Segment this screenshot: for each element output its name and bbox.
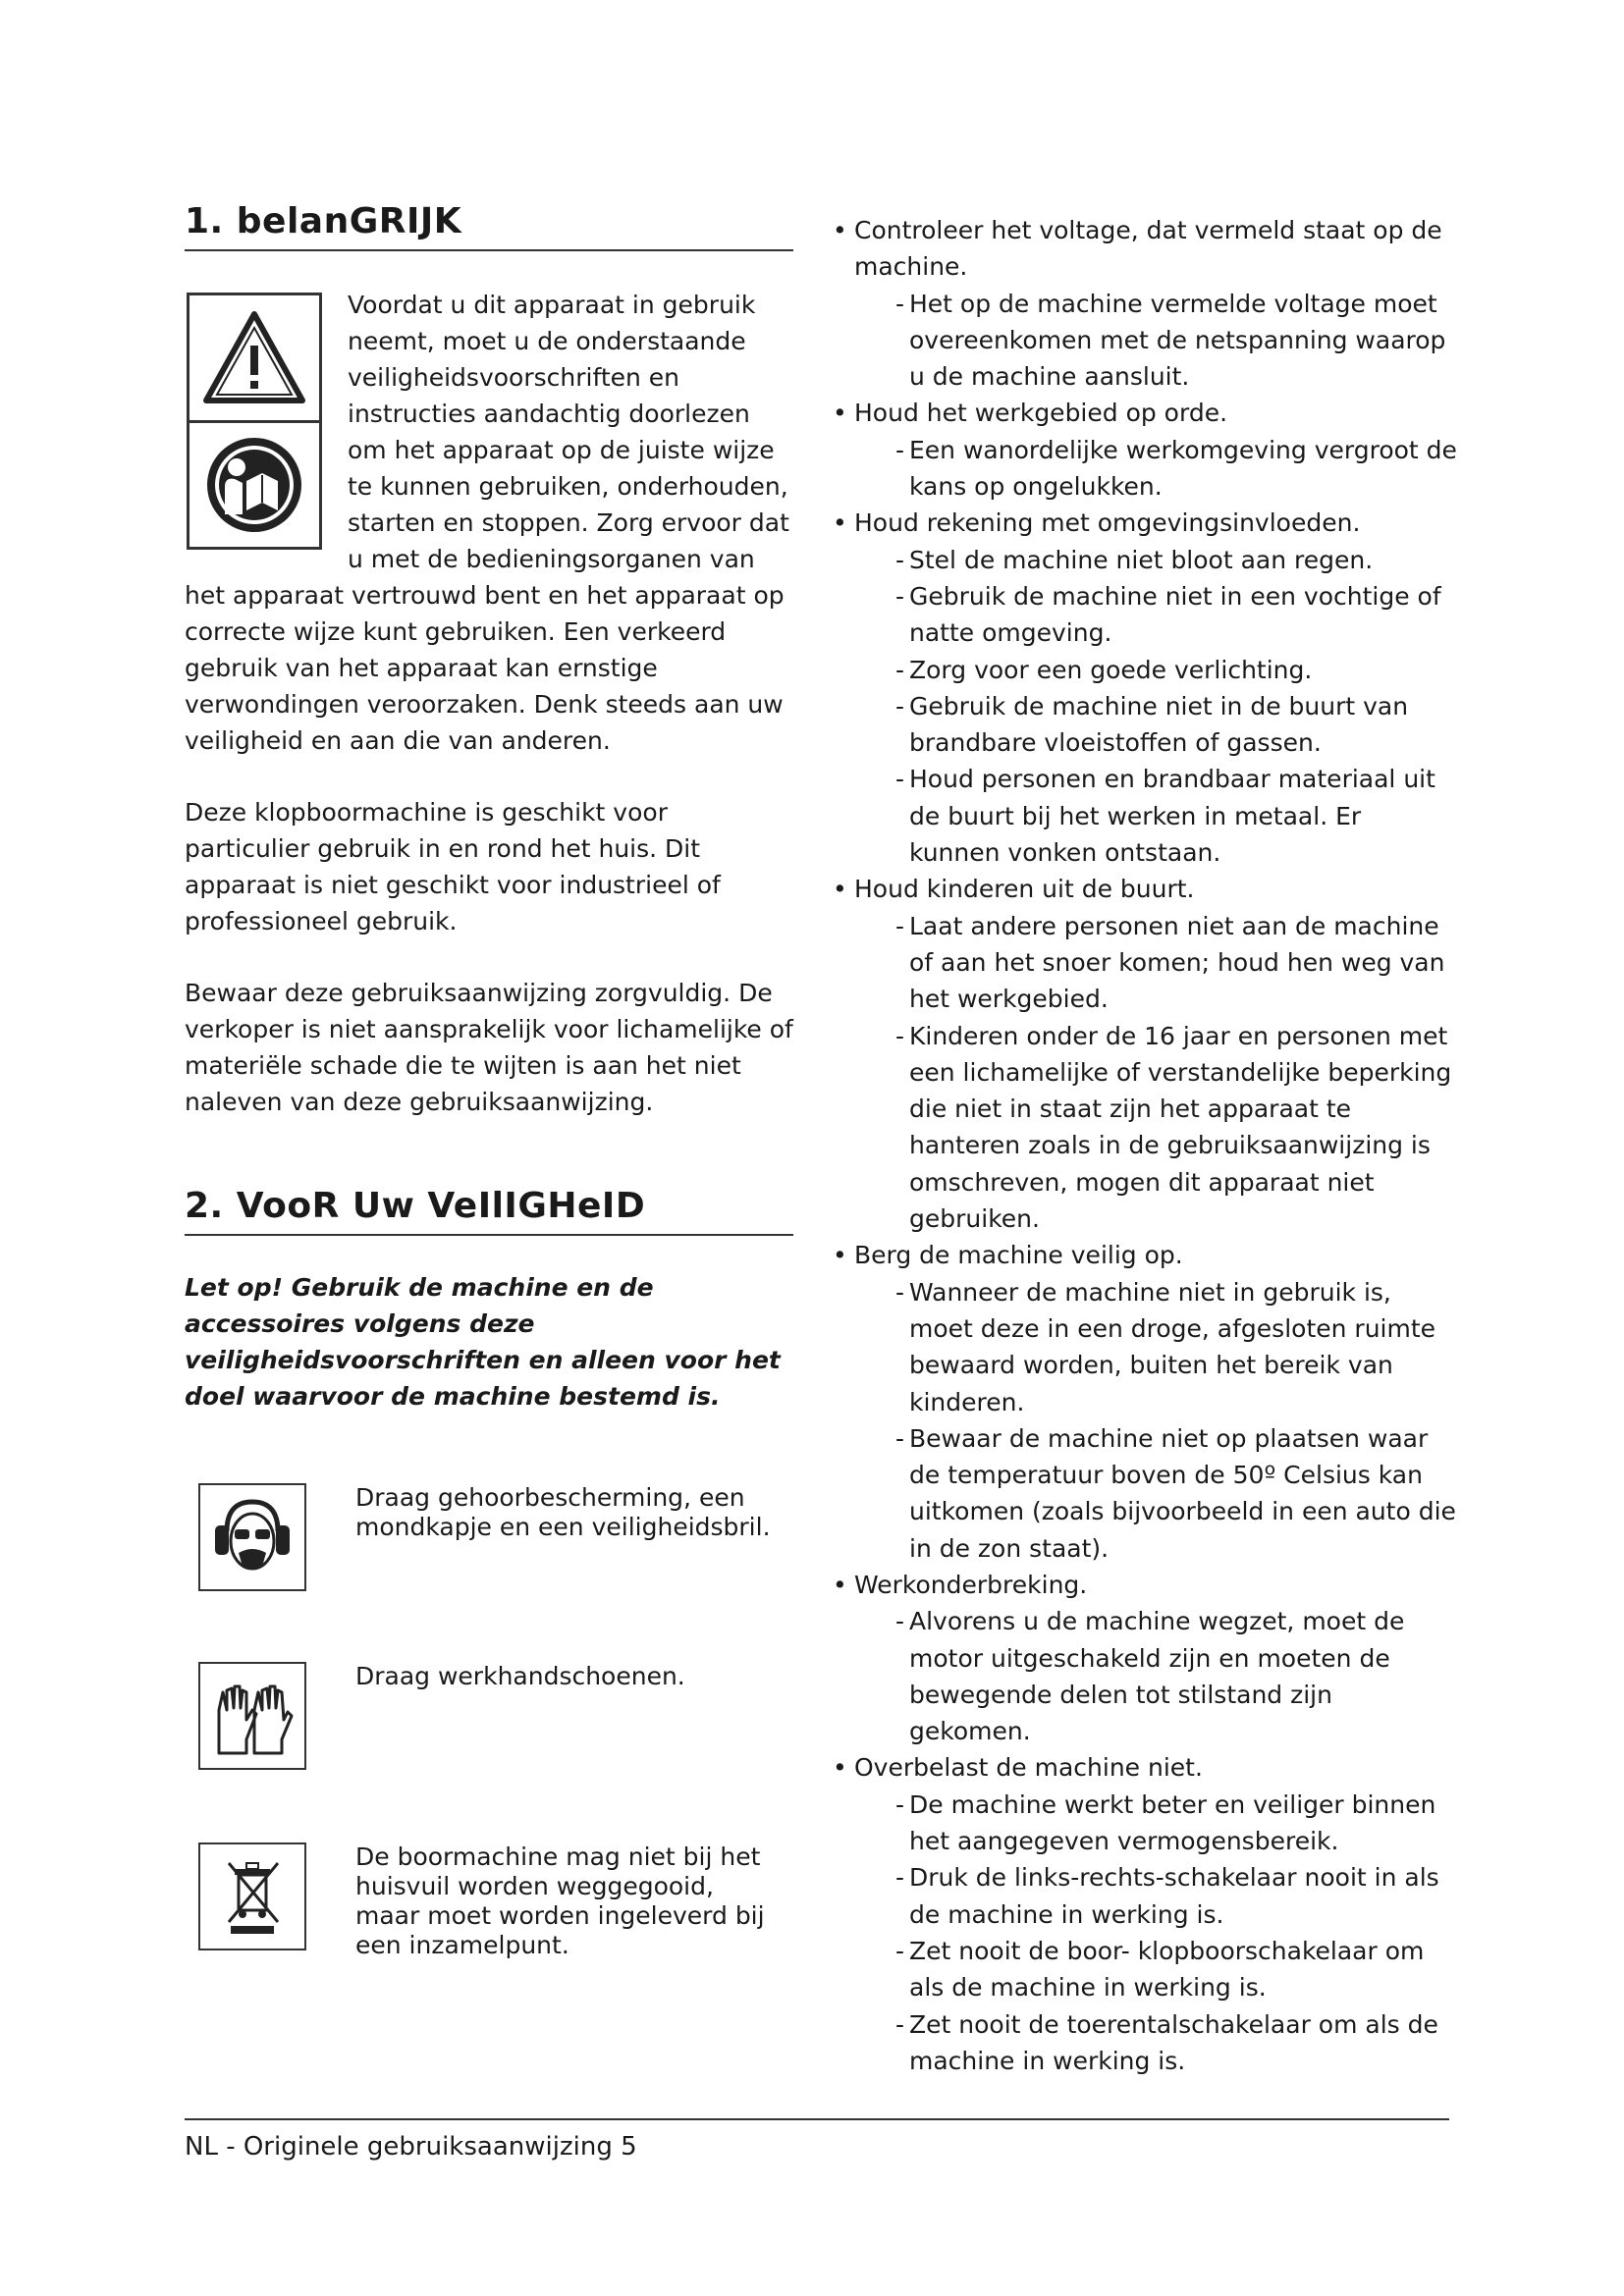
list-subitem: - Gebruik de machine niet in een vochtige of natte omgeving. xyxy=(895,578,1457,652)
page-footer: NL - Originele gebruiksaanwijzing 5 xyxy=(185,2132,637,2162)
usage-paragraph: Deze klopboormachine is geschikt voor particulier gebruik in en rond het huis. Dit apparaat is niet geschikt voor industrieel of professioneel gebruik. xyxy=(185,798,721,935)
read-manual-icon xyxy=(189,420,319,548)
liability-paragraph: Bewaar deze gebruiksaanwijzing zorgvuldig. De verkoper is niet aansprakelijk voor lichamelijke of materiële schade die te wijten is aan het niet naleven van deze gebruiksaanwijzing. xyxy=(185,979,793,1116)
intro-text: Voordat u dit apparaat in gebruik neemt, moet u de onderstaande veiligheidsvoorschriften en instructies aandachtig doorlezen om het apparaat op de juiste wijze te kunnen gebruiken, onderhouden, starten en stoppen. Zorg ervoor dat u met de bedieningsorganen van het apparaat vertrouwd bent en het apparaat op correcte wijze kunt gebruiken. Een verkeerd gebruik van het apparaat kan ernstige verwondingen veroorzaken. Denk steeds aan uw veiligheid en aan die van anderen. xyxy=(185,291,789,755)
list-subitem: - Zet nooit de toerentalschakelaar om als de machine in werking is. xyxy=(895,2006,1457,2080)
gloves-row xyxy=(185,1662,793,1770)
list-item: • Houd kinderen uit de buurt. - Laat andere personen niet aan de machine of aan het snoer komen; houd hen weg van het werkgebied. - Kinderen onder de 16 jaar en personen met een lichamelijke of verstandelijke beperking die niet in staat zijn het apparaat te hanteren zoals in de gebruiksaanwijzing is omschreven, mogen dit apparaat niet gebruiken. xyxy=(833,871,1457,1237)
notice-text: Let op! Gebruik de machine en de accessoires volgens deze veiligheidsvoorschriften en alleen voor het doel waarvoor de machine bestemd is. xyxy=(185,1273,781,1411)
ear-eye-mask-protection-icon xyxy=(198,1483,306,1591)
section2 xyxy=(185,1185,793,1960)
gloves-text: Draag werkhandschoenen. xyxy=(355,1662,685,1690)
list-subitem: - Kinderen onder de 16 jaar en personen met een lichamelijke of verstandelijke beperking die niet in staat zijn het apparaat te hanteren zoals in de gebruiksaanwijzing is omschreven, mogen dit apparaat niet gebruiken. xyxy=(895,1018,1457,1238)
list-subitem: - Een wanordelijke werkomgeving vergroot de kans op ongelukken. xyxy=(895,432,1457,506)
section2-heading: 2. VooR Uw VeIlIGHeID xyxy=(185,1185,793,1236)
protection-row xyxy=(185,1483,793,1591)
right-column xyxy=(833,212,1457,2079)
intro-block xyxy=(185,287,793,759)
list-subitem: - Het op de machine vermelde voltage moet overeenkomen met de netspanning waarop u de machine aansluit. xyxy=(895,286,1457,396)
protection-text: Draag gehoorbescherming, een mondkapje en een veiligheidsbril. xyxy=(355,1483,771,1541)
list-item: • Berg de machine veilig op. - Wanneer de machine niet in gebruik is, moet deze in een droge, afgesloten ruimte bewaard worden, buiten het bereik van kinderen. - Bewaar de machine niet op plaatsen waar de temperatuur boven de 50º Celsius kan uitkomen (zoals bijvoorbeeld in een auto die in de zon staat). xyxy=(833,1237,1457,1567)
list-subitem: - Laat andere personen niet aan de machine of aan het snoer komen; houd hen weg van het werkgebied. xyxy=(895,908,1457,1018)
list-subitem: - Stel de machine niet bloot aan regen. xyxy=(895,542,1457,578)
list-item: • Werkonderbreking. - Alvorens u de machine wegzet, moet de motor uitgeschakeld zijn en moeten de bewegende delen tot stilstand zijn gekomen. xyxy=(833,1567,1457,1749)
disposal-row xyxy=(185,1842,793,1960)
disposal-text: De boormachine mag niet bij het huisvuil worden weggegooid, maar moet worden ingeleverd bij een inzamelpunt. xyxy=(355,1842,765,1959)
list-subitem: - Zorg voor een goede verlichting. xyxy=(895,652,1457,688)
list-item: • Houd het werkgebied op orde. - Een wanordelijke werkomgeving vergroot de kans op ongelukken. xyxy=(833,395,1457,505)
list-subitem: - Zet nooit de boor- klopboorschakelaar om als de machine in werking is. xyxy=(895,1933,1457,2006)
list-subitem: - Houd personen en brandbaar materiaal uit de buurt bij het werken in metaal. Er kunnen vonken ontstaan. xyxy=(895,761,1457,871)
list-item: • Overbelast de machine niet. - De machine werkt beter en veiliger binnen het aangegeven vermogensbereik. - Druk de links-rechts-schakelaar nooit in als de machine in werking is. - Zet nooit de boor- klopboorschakelaar om als de machine in werking is. - Zet nooit de toerentalschakelaar om als de machine in werking is. xyxy=(833,1749,1457,2079)
warning-triangle-icon xyxy=(189,295,319,420)
list-subitem: - Wanneer de machine niet in gebruik is, moet deze in een droge, afgesloten ruimte bewaard worden, buiten het bereik van kinderen. xyxy=(895,1274,1457,1420)
list-subitem: - Gebruik de machine niet in de buurt van brandbare vloeistoffen of gassen. xyxy=(895,688,1457,762)
safety-list xyxy=(833,212,1457,2079)
list-subitem: - Bewaar de machine niet op plaatsen waar de temperatuur boven de 50º Celsius kan uitkomen (zoals bijvoorbeeld in een auto die in de zon staat). xyxy=(895,1420,1457,1567)
list-item: • Houd rekening met omgevingsinvloeden. - Stel de machine niet bloot aan regen. - Gebruik de machine niet in een vochtige of natte omgeving. - Zorg voor een goede verlichting. - Gebruik de machine niet in de buurt van brandbare vloeistoffen of gassen. - Houd personen en brandbaar materiaal uit de buurt bij het werken in metaal. Er kunnen vonken ontstaan. xyxy=(833,505,1457,871)
list-subitem: - Druk de links-rechts-schakelaar nooit in als de machine in werking is. xyxy=(895,1859,1457,1933)
left-column xyxy=(185,200,793,1960)
list-subitem: - Alvorens u de machine wegzet, moet de motor uitgeschakeld zijn en moeten de bewegende delen tot stilstand zijn gekomen. xyxy=(895,1603,1457,1749)
section1-heading: 1. belanGRIJK xyxy=(185,200,793,251)
list-subitem: - De machine werkt beter en veiliger binnen het aangegeven vermogensbereik. xyxy=(895,1787,1457,1860)
footer-divider xyxy=(185,2118,1449,2120)
work-gloves-icon xyxy=(198,1662,306,1770)
crossed-bin-icon xyxy=(198,1842,306,1950)
warning-symbols xyxy=(187,293,322,550)
list-item: • Controleer het voltage, dat vermeld staat op de machine. - Het op de machine vermelde voltage moet overeenkomen met de netspanning waarop u de machine aansluit. xyxy=(833,212,1457,395)
